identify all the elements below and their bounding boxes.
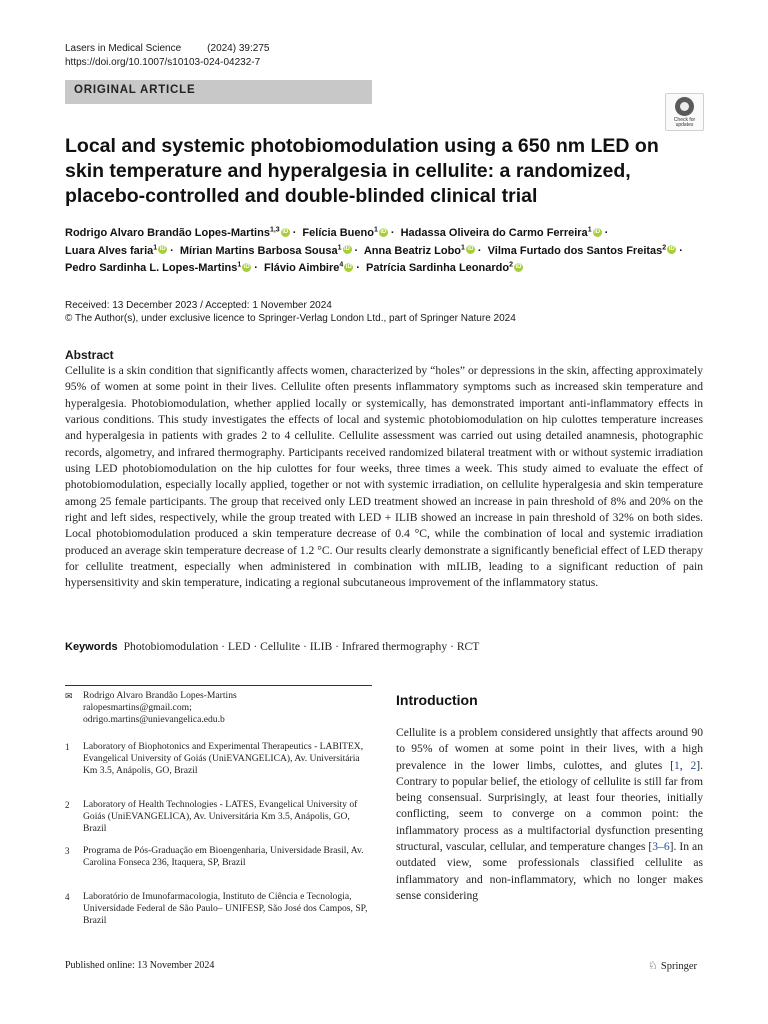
affiliation-3: Programa de Pós-Graduação em Bioengenharia, Universidade Brasil, Av. Carolina Fonseca 236, Itaquera, SP, Brazil — [83, 845, 364, 869]
affiliation-superscript: 1,3 — [269, 226, 280, 234]
keywords-list: Photobiomodulation · LED · Cellulite · ILIB · Infrared thermography · RCT — [123, 640, 480, 653]
affiliation-number: 4 — [65, 892, 70, 902]
copyright-notice: © The Author(s), under exclusive licence to Springer-Verlag London Ltd., part of Springer Nature 2024 — [65, 313, 516, 324]
author-name[interactable] — [401, 227, 602, 239]
affiliation-4: Laboratório de Imunofarmacologia, Instituto de Ciência e Tecnologia, Universidade Federal de São Paulo– UNIFESP, São José dos Campos, SP, Brazil — [83, 891, 368, 927]
abstract-body: Cellulite is a skin condition that significantly affects women, characterized by “holes” or depressions in the skin, affecting approximately 95% of women at some point in their lives. Cellulite often presents inflammatory symptoms such as increased skin temperature and hyperalgesia. Photobiomodulation, whether applied locally or systemically, has demonstrated important anti-inflammatory effects in various conditions. This study investigates the effects of local and systemic photobiomodulation on hip culottes temperature increases and hyperalgesia in patients with grades 2 to 4 cellulite. Cellulite assessment was carried out using detailed anamnesis, photographic records, algometry, and infrared thermography. Participants received randomized bilateral treatment with or without systemic irradiation using LED photobiomodulation on the hip culottes for four weeks, three times a week. This study aimed to evaluate the effect of photobiomodulation, especially locally applied, together or not with systemic irradiation, on cellulite hyperalgesia and skin temperature among 25 female participants. The group that received only LED treatment showed an increase in pain threshold of 8% and 20% on the right and left sides, respectively, while the group treated with LED + ILIB showed an increase in pain threshold of 32% on both sides. Local photobiomodulation produced a skin temperature decrease of 0.4 °C, while the combination of local and systemic irradiation produced an average skin temperature decrease of 1.2 °C. Our results clearly demonstrate a significantly beneficial effect of LED therapy for cellulite treatment, especially when administered in combination with mILIB, leading to a significant reduction of pain hypersensitivity and skin temperature, indicating a regional subcutaneous improvement of the inflammatory status. — [65, 364, 703, 590]
corresponding-author-name: Rodrigo Alvaro Brandão Lopes-Martins — [83, 690, 237, 701]
introduction-heading: Introduction — [396, 692, 478, 708]
affiliation-superscript: 2 — [662, 243, 667, 251]
publisher-logo — [648, 959, 697, 972]
author-name-text: Rodrigo Alvaro Brandão Lopes-Martins — [65, 227, 270, 239]
intro-text-part: ]. Contrary to popular belief, the etiology of cellulite is still far from being consensual. Surprisingly, at least four theories, initially conflicting, seem to converge on a common point: the inflammatory process as a multifactorial dysfunction presenting structural, vascular, cellular, and temperature changes [ — [396, 758, 704, 854]
author-separator: · — [292, 227, 297, 239]
author-name-text: Luara Alves faria — [65, 244, 154, 257]
intro-text-part: ]. In an outdated view, some professionals classified cellulite as inflammatory and non-inflammatory, which no longer makes sense considering — [396, 840, 703, 902]
author-name[interactable] — [180, 245, 352, 257]
journal-citation — [65, 42, 269, 56]
affiliation-number: 1 — [65, 742, 70, 752]
envelope-icon: ✉ — [65, 691, 73, 701]
keywords-label: Keywords — [65, 641, 118, 653]
author-name-text: Pedro Sardinha L. Lopes-Martins — [65, 262, 238, 274]
affiliation-number: 2 — [65, 800, 70, 810]
orcid-icon[interactable]: iD — [159, 246, 166, 253]
citation-link[interactable]: 3–6 — [652, 840, 670, 854]
author-name-text: Vilma Furtado dos Santos Freitas — [487, 244, 663, 257]
affiliation-number: 3 — [65, 846, 70, 856]
author-name-text: Hadassa Oliveira do Carmo Ferreira — [400, 227, 588, 239]
affiliation-superscript: 1 — [587, 226, 592, 234]
correspondence-block — [83, 690, 373, 727]
citation-link[interactable]: 2 — [690, 758, 697, 772]
orcid-icon[interactable]: iD — [345, 263, 352, 270]
corresponding-email-2[interactable]: odrigo.martins@unievangelica.edu.b — [83, 714, 225, 726]
author-separator: · — [254, 262, 258, 274]
author-name[interactable] — [364, 245, 475, 257]
citation-link[interactable]: 1 — [673, 758, 680, 772]
orcid-icon[interactable]: iD — [467, 246, 474, 253]
orcid-icon[interactable]: iD — [668, 246, 675, 253]
author-separator: · — [354, 244, 359, 257]
orcid-icon[interactable]: iD — [515, 263, 522, 270]
affiliation-superscript: 4 — [339, 261, 344, 269]
orcid-icon[interactable]: iD — [243, 263, 250, 270]
author-name[interactable] — [366, 262, 523, 274]
footnote-divider — [65, 685, 372, 686]
orcid-icon[interactable]: iD — [282, 228, 289, 235]
affiliation-superscript: 2 — [509, 261, 513, 269]
article-title: Local and systemic photobiomodulation using a 650 nm LED on skin temperature and hyperalgesia in cellulite: a randomized, placebo-controlled and double-blinded clinical trial — [65, 135, 659, 207]
author-name-text: Felícia Bueno — [302, 227, 374, 239]
author-separator: · — [604, 227, 609, 239]
author-separator: · — [477, 244, 482, 257]
check-for-updates-badge[interactable] — [665, 93, 704, 131]
author-name-text: Anna Beatriz Lobo — [363, 244, 462, 257]
check-updates-icon — [675, 97, 694, 116]
author-name[interactable] — [264, 262, 353, 274]
affiliation-superscript: 1 — [153, 243, 158, 251]
corresponding-email-1[interactable]: ralopesmartins@gmail.com; — [83, 702, 192, 714]
author-name-text: Mírian Martins Barbosa Sousa — [179, 244, 338, 257]
journal-name: Lasers in Medical Science — [65, 43, 182, 54]
abstract-heading: Abstract — [65, 348, 114, 362]
author-name-text: Patrícia Sardinha Leonardo — [366, 262, 510, 274]
published-online-date: Published online: 13 November 2024 — [65, 960, 215, 971]
received-accepted-dates: Received: 13 December 2023 / Accepted: 1 November 2024 — [65, 300, 332, 311]
author-name[interactable] — [65, 262, 251, 274]
doi-link[interactable]: https://doi.org/10.1007/s10103-024-04232-7 — [65, 57, 261, 68]
affiliation-superscript: 1 — [373, 226, 378, 234]
affiliation-superscript: 1 — [337, 243, 342, 251]
affiliation-superscript: 1 — [237, 261, 242, 269]
author-name[interactable] — [488, 245, 677, 257]
author-separator: · — [170, 244, 174, 257]
author-name[interactable] — [302, 227, 387, 239]
springer-horse-icon: ♘ — [648, 960, 658, 972]
affiliation-2: Laboratory of Health Technologies - LATES, Evangelical University of Goiás (UniEVANGELICA), Av. Universitária Km 3.5, Anápolis, GO, Brazil — [83, 799, 358, 835]
orcid-icon[interactable]: iD — [594, 228, 601, 235]
affiliation-1: Laboratory of Biophotonics and Experimental Therapeutics - LABITEX, Evangelical University of Goiás (UniEVANGELICA), Av. Universitária Km 3.5, Anápolis, GO, Brazil — [83, 741, 364, 777]
article-type-banner — [65, 80, 372, 104]
orcid-icon[interactable]: iD — [380, 228, 387, 235]
orcid-icon[interactable]: iD — [344, 246, 351, 253]
author-separator: · — [390, 227, 395, 239]
introduction-body — [396, 725, 703, 904]
publisher-name: Springer — [660, 961, 698, 972]
author-name-text: Flávio Aimbire — [264, 262, 340, 274]
keywords — [65, 639, 705, 655]
article-type-label: ORIGINAL ARTICLE — [74, 84, 196, 96]
journal-volume: (2024) 39:275 — [207, 43, 270, 54]
author-separator: · — [679, 244, 683, 257]
author-separator: · — [356, 262, 360, 274]
intro-text-part: , — [679, 758, 691, 772]
intro-text-part: Cellulite is a problem considered unsightly that affects around 90 to 95% of women at some point in their lives, with a high prevalence in the lower limbs, culottes, and glutes [ — [396, 726, 703, 772]
badge-line-1: Check for — [673, 117, 696, 123]
affiliation-superscript: 1 — [461, 243, 465, 251]
author-list — [65, 225, 715, 278]
author-name[interactable] — [65, 227, 290, 239]
badge-line-2: updates — [675, 122, 694, 128]
author-name[interactable] — [65, 245, 167, 257]
